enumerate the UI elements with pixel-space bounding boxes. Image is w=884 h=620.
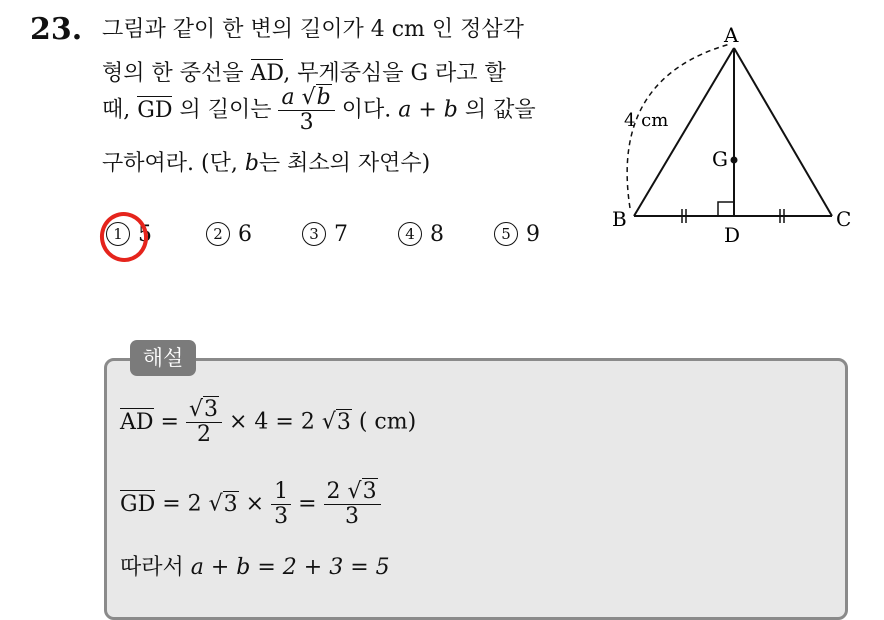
- choice-2[interactable]: [206, 222, 252, 247]
- choice-4[interactable]: [398, 222, 444, 247]
- choice-value: 8: [430, 222, 444, 247]
- fraction-denominator: 3: [299, 110, 314, 136]
- choice-mark: 1: [106, 222, 130, 246]
- fraction: $\frac{a √b}{3}$: [278, 86, 334, 135]
- question-line-1: 그림과 같이 한 변의 길이가 4 cm 인 정삼각: [102, 17, 524, 42]
- choice-mark: 4: [398, 222, 422, 246]
- final-expression: a + b = 2 + 3 = 5: [190, 555, 390, 580]
- answer-mark: [95, 208, 152, 267]
- fraction-denominator: 2: [196, 422, 211, 448]
- question-text: 의 길이는: [179, 97, 272, 123]
- var-b: b: [316, 85, 331, 110]
- question-line-3: [102, 86, 536, 135]
- choice-value: 7: [334, 222, 348, 247]
- question-text: 이다.: [341, 97, 392, 123]
- radicand: 3: [204, 397, 218, 422]
- solution-tag: 해설: [130, 340, 196, 376]
- times-sign: ×: [245, 491, 265, 517]
- segment-gd: GD: [137, 97, 173, 123]
- question-text: 때,: [102, 97, 131, 123]
- choice-mark: 5: [494, 222, 518, 246]
- choice-5[interactable]: [494, 222, 540, 247]
- fraction-numerator: 1: [271, 480, 291, 505]
- question-number: 23.: [30, 12, 83, 47]
- expression: a + b: [398, 97, 458, 123]
- solution-text: 따라서: [120, 555, 184, 580]
- radicand: 3: [362, 479, 377, 504]
- question-line-2: [102, 56, 506, 87]
- coefficient: 2: [326, 479, 341, 504]
- question-text: , 무게중심을 G 라고 할: [283, 61, 506, 86]
- solution-text: × 4 = 2: [229, 409, 315, 435]
- point-g: [731, 157, 738, 164]
- equals-sign: =: [160, 409, 179, 435]
- side-ac: [734, 48, 832, 216]
- solution-line-3: [120, 550, 390, 581]
- fraction-denominator: 3: [345, 504, 360, 530]
- label-c: C: [836, 207, 852, 231]
- choice-3[interactable]: [302, 222, 348, 247]
- var-a: a: [281, 85, 295, 110]
- side-length-label: 4 cm: [624, 110, 669, 131]
- fraction: [271, 480, 291, 529]
- choice-value: 6: [238, 222, 252, 247]
- solution-line-1: AD = $\frac{√3}{2}$ × 4 = 2 √3 ( cm): [120, 397, 417, 448]
- fraction: $\frac{√3}{2}$: [186, 398, 222, 447]
- label-b: B: [612, 207, 627, 231]
- var-b: b: [244, 151, 259, 176]
- choice-value: 9: [526, 222, 540, 247]
- question-line-4: [102, 146, 430, 177]
- triangle-figure: [600, 18, 870, 258]
- segment-ad: AD: [120, 409, 154, 435]
- solution-line-2: GD = 2 √3 × $\frac{1}{3}$ = $\frac{2 √3}{3}$: [120, 480, 381, 529]
- label-g: G: [712, 147, 728, 171]
- label-a: A: [724, 23, 739, 47]
- unit: ( cm): [358, 409, 417, 435]
- equals-sign: =: [298, 491, 317, 517]
- side-ab: [634, 48, 734, 216]
- question-text: 는 최소의 자연수): [258, 151, 431, 176]
- segment-gd: GD: [120, 491, 156, 517]
- question-text: 의 값을: [464, 97, 536, 123]
- right-angle-mark: [718, 202, 734, 216]
- choice-mark: 3: [302, 222, 326, 246]
- question-text: 형의 한 중선을: [102, 61, 244, 86]
- choice-value: 5: [138, 222, 152, 247]
- radicand: 3: [336, 409, 351, 435]
- solution-text: = 2: [162, 491, 202, 517]
- choice-1[interactable]: [106, 222, 152, 247]
- radicand: 3: [223, 491, 238, 517]
- segment-ad: AD: [250, 61, 284, 86]
- label-d: D: [724, 223, 741, 247]
- choice-mark: 2: [206, 222, 230, 246]
- fraction-denominator: 3: [274, 504, 289, 530]
- question-text: 구하여라. (단,: [102, 151, 238, 176]
- fraction: $\frac{2 √3}{3}$: [324, 480, 381, 529]
